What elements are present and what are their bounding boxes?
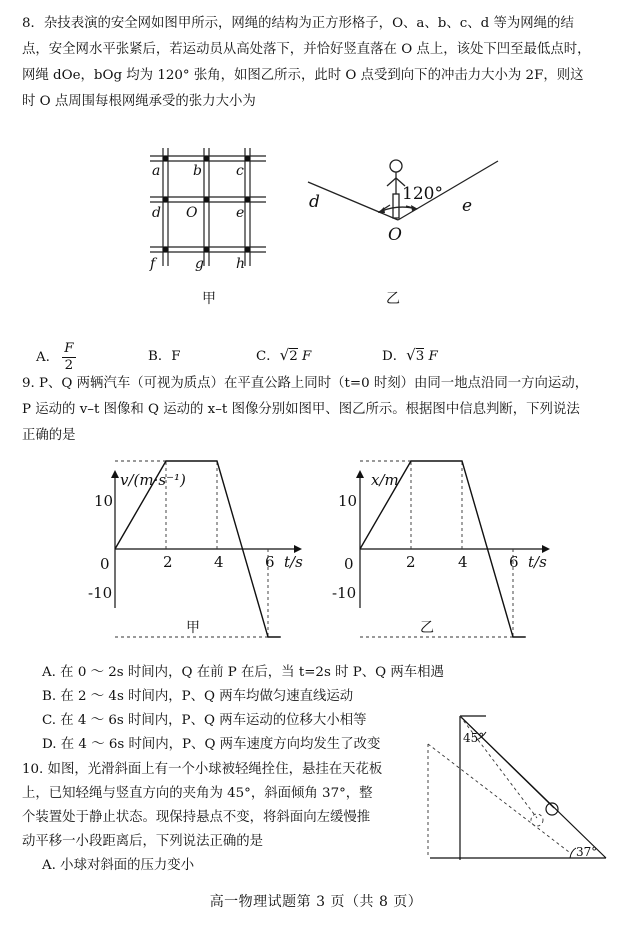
- sqrt-icon: √: [406, 346, 416, 364]
- label-yi-e: e: [462, 196, 473, 216]
- yi-tick-10: 10: [338, 492, 358, 510]
- q9-option-b: B. 在 2 ～ 4s 时间内，P、Q 两车均做匀速直线运动: [42, 689, 354, 704]
- node-h: [245, 247, 251, 253]
- jia-y-axis-label: v/(m·s⁻¹): [120, 471, 186, 489]
- jia-tick-0: 0: [100, 555, 110, 573]
- q8-option-d: D．√3 F: [382, 346, 438, 364]
- yi-tick-x4: 4: [458, 553, 468, 571]
- q9-line-3: 正确的是: [22, 428, 76, 443]
- graph-jia-caption: 甲: [186, 620, 200, 636]
- fig-yi-caption: 乙: [386, 291, 400, 307]
- q10-line-4: 动平移一小段距离后，下列说法正确的是: [22, 834, 264, 849]
- q9-option-c: C. 在 4 ～ 6s 时间内，P、Q 两车运动的位移大小相等: [42, 713, 367, 728]
- page-footer: 高一物理试题第 3 页（共 8 页）: [209, 894, 423, 910]
- q10-line-1: 10. 如图，光滑斜面上有一个小球被轻绳拴住，悬挂在天花板: [22, 762, 383, 777]
- node-b: [204, 156, 210, 162]
- q8-line-4: 时 O 点周围每根网绳承受的张力大小为: [22, 94, 256, 109]
- q9-line-1: 9. P、Q 两辆汽车（可视为质点）在平直公路上同时（t=0 时刻）由同一地点沿同一方向运动，: [22, 376, 589, 391]
- jia-tick-x2: 2: [163, 553, 173, 571]
- angle-120-label: 120°: [402, 184, 443, 204]
- jia-tick-10: 10: [94, 492, 114, 510]
- q9-option-d: D. 在 4 ～ 6s 时间内，P、Q 两车速度方向均发生了改变: [42, 737, 381, 752]
- node-a: [163, 156, 169, 162]
- label-h: h: [236, 256, 246, 272]
- label-g: g: [195, 256, 204, 272]
- incline-figure: [424, 712, 614, 862]
- yi-y-axis-label: x/m: [371, 471, 399, 489]
- q10-option-a: A. 小球对斜面的压力变小: [42, 858, 195, 873]
- angle-45-label: 45°: [463, 731, 485, 745]
- label-b: b: [193, 163, 202, 179]
- label-e: e: [236, 205, 245, 221]
- jia-tick-neg10: -10: [88, 584, 113, 602]
- yi-tick-x2: 2: [406, 553, 416, 571]
- node-f: [163, 247, 169, 253]
- net-v-figure: [305, 152, 505, 262]
- q8-option-b: B．F: [148, 349, 181, 364]
- fig-jia-caption: 甲: [202, 291, 216, 307]
- node-d: [163, 197, 169, 203]
- label-yi-o: O: [388, 225, 402, 245]
- fraction-denominator: 2: [64, 358, 74, 373]
- yi-tick-0: 0: [344, 555, 354, 573]
- graph-yi-caption: 乙: [420, 620, 434, 636]
- label-o: O: [186, 205, 198, 221]
- q8-line-2: 点，安全网水平张紧后，若运动员从高处落下，并恰好竖直落在 O 点上，该处下凹至最低点时，: [22, 42, 591, 57]
- yi-x-axis-label: t/s: [528, 553, 547, 571]
- q10-line-3: 个装置处于静止状态。现保持悬点不变，将斜面向左缓慢推: [22, 810, 371, 825]
- q10-line-2: 上，已知轻绳与竖直方向的夹角为 45°，斜面倾角 37°，整: [22, 786, 373, 801]
- jia-tick-x4: 4: [214, 553, 224, 571]
- q8-option-c: C．√2 F: [256, 346, 312, 364]
- label-c: c: [236, 163, 244, 179]
- label-a: a: [152, 163, 161, 179]
- q9-line-2: P 运动的 v–t 图像和 Q 运动的 x–t 图像分别如图甲、图乙所示。根据图中信息判断，下列说法: [22, 402, 580, 417]
- node-e: [245, 197, 251, 203]
- fraction-numerator: F: [64, 341, 74, 356]
- q8-option-a: A. $\frac{F}{2}$: [36, 341, 74, 373]
- sqrt-icon: √: [279, 346, 290, 364]
- graph-yi-xt: [0, 470, 632, 610]
- q8-line-1: 8．杂技表演的安全网如图甲所示，网绳的结构为正方形格子，O、a、b、c、d 等为网绳的结: [22, 16, 574, 31]
- net-grid-figure: [148, 148, 288, 278]
- node-g: [204, 247, 210, 253]
- q9-option-a: A. 在 0 ～ 2s 时间内，Q 在前 P 在后，当 t=2s 时 P、Q 两车相遇: [42, 665, 444, 680]
- label-f: f: [150, 256, 156, 272]
- angle-37-label: 37°: [576, 845, 598, 859]
- node-o: [204, 197, 210, 203]
- jia-tick-x6: 6: [265, 553, 275, 571]
- label-yi-d: d: [309, 192, 320, 212]
- jia-x-axis-label: t/s: [284, 553, 303, 571]
- q8-line-3: 网绳 dOe，bOg 均为 120° 张角，如图乙所示，此时 O 点受到向下的冲击力大小为 2F，则这: [22, 68, 584, 83]
- node-c: [245, 156, 251, 162]
- yi-tick-x6: 6: [509, 553, 519, 571]
- yi-tick-neg10: -10: [332, 584, 357, 602]
- label-d: d: [152, 205, 161, 221]
